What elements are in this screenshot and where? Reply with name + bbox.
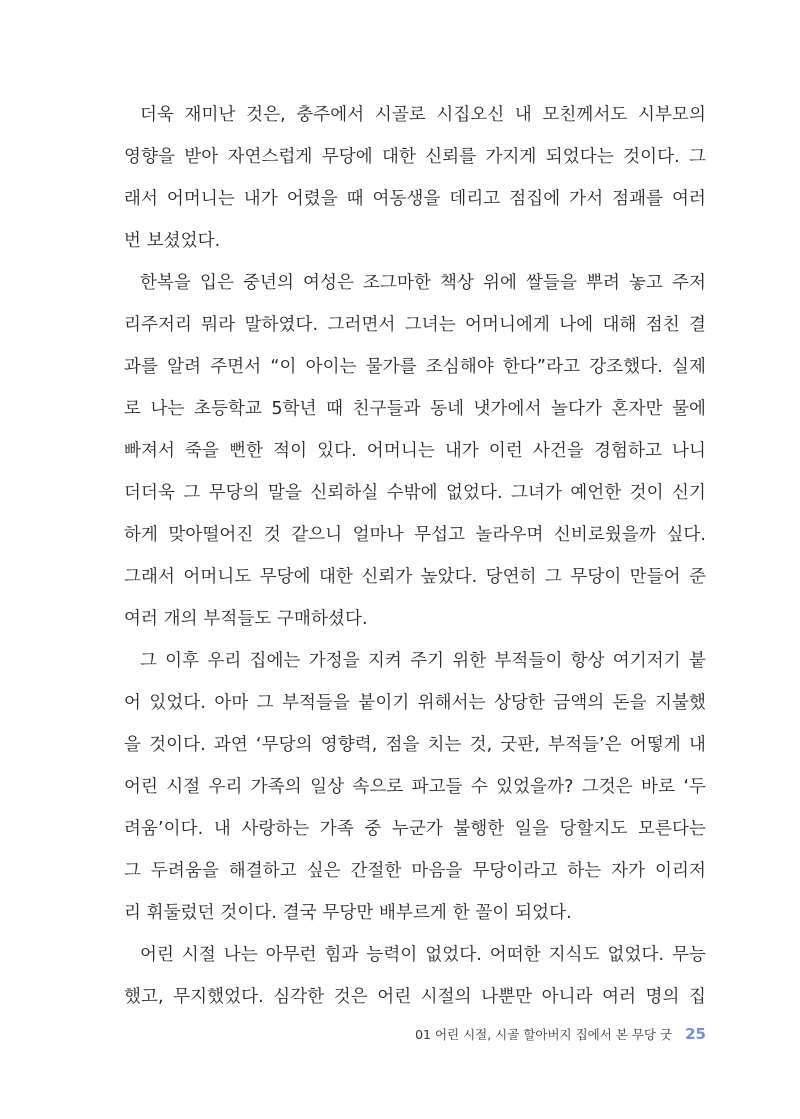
text-line: 래서 어머니는 내가 어렸을 때 여동생을 데리고 점집에 가서 점괘를 여러 [124,189,706,209]
text-line: 어린 시절 우리 가족의 일상 속으로 파고들 수 있었을까? 그것은 바로 ‘두 [124,777,706,797]
page-footer [415,1024,706,1044]
text-line: 한복을 입은 중년의 여성은 조그마한 책상 위에 쌀들을 뿌려 놓고 주저 [140,273,706,293]
text-line: 빠져서 죽을 뻔한 적이 있다. 어머니는 내가 이런 사건을 경험하고 나니 [124,441,706,461]
text-line: 더더욱 그 무당의 말을 신뢰하실 수밖에 없었다. 그녀가 예언한 것이 신기 [124,483,706,503]
text-line: 리 휘둘렀던 것이다. 결국 무당만 배부르게 한 꼴이 되었다. [124,903,572,923]
paragraph-2 [124,262,706,640]
text-line: 여러 개의 부적들도 구매하셨다. [124,609,368,629]
paragraph-3 [124,640,706,934]
text-line: 했고, 무지했었다. 심각한 것은 어린 시절의 나뿐만 아니라 여러 명의 집 [124,987,706,1007]
text-line: 어 있었다. 아마 그 부적들을 붙이기 위해서는 상당한 금액의 돈을 지불했 [124,693,706,713]
running-chapter-title: 01 어린 시절, 시골 할아버지 집에서 본 무당 굿 [415,1027,673,1042]
text-line: 과를 알려 주면서 “이 아이는 물가를 조심해야 한다”라고 강조했다. 실제 [124,357,706,377]
page-number: 25 [685,1025,706,1043]
body-text [124,94,706,1018]
text-line: 번 보셨었다. [124,231,221,251]
text-line: 리주저리 뭐라 말하였다. 그러면서 그녀는 어머니에게 나에 대해 점친 결 [124,315,706,335]
text-line: 로 나는 초등학교 5학년 때 친구들과 동네 냇가에서 놀다가 혼자만 물에 [124,399,706,419]
text-line: 하게 맞아떨어진 것 같으니 얼마나 무섭고 놀라우며 신비로웠을까 싶다. [124,525,706,545]
text-line: 영향을 받아 자연스럽게 무당에 대한 신뢰를 가지게 되었다는 것이다. 그 [124,147,706,167]
text-line: 그 이후 우리 집에는 가정을 지켜 주기 위한 부적들이 항상 여기저기 붙 [140,651,706,671]
paragraph-1 [124,94,706,262]
text-line: 을 것이다. 과연 ‘무당의 영향력, 점을 치는 것, 굿판, 부적들’은 어떻게 내 [124,735,706,755]
text-line: 그래서 어머니도 무당에 대한 신뢰가 높았다. 당연히 그 무당이 만들어 준 [124,567,706,587]
text-line: 더욱 재미난 것은, 충주에서 시골로 시집오신 내 모친께서도 시부모의 [140,105,706,125]
text-line: 려움’이다. 내 사랑하는 가족 중 누군가 불행한 일을 당할지도 모른다는 [124,819,706,839]
paragraph-4 [124,934,706,1018]
text-line: 그 두려움을 해결하고 싶은 간절한 마음을 무당이라고 하는 자가 이리저 [124,861,706,881]
text-line: 어린 시절 나는 아무런 힘과 능력이 없었다. 어떠한 지식도 없었다. 무능 [140,945,706,965]
